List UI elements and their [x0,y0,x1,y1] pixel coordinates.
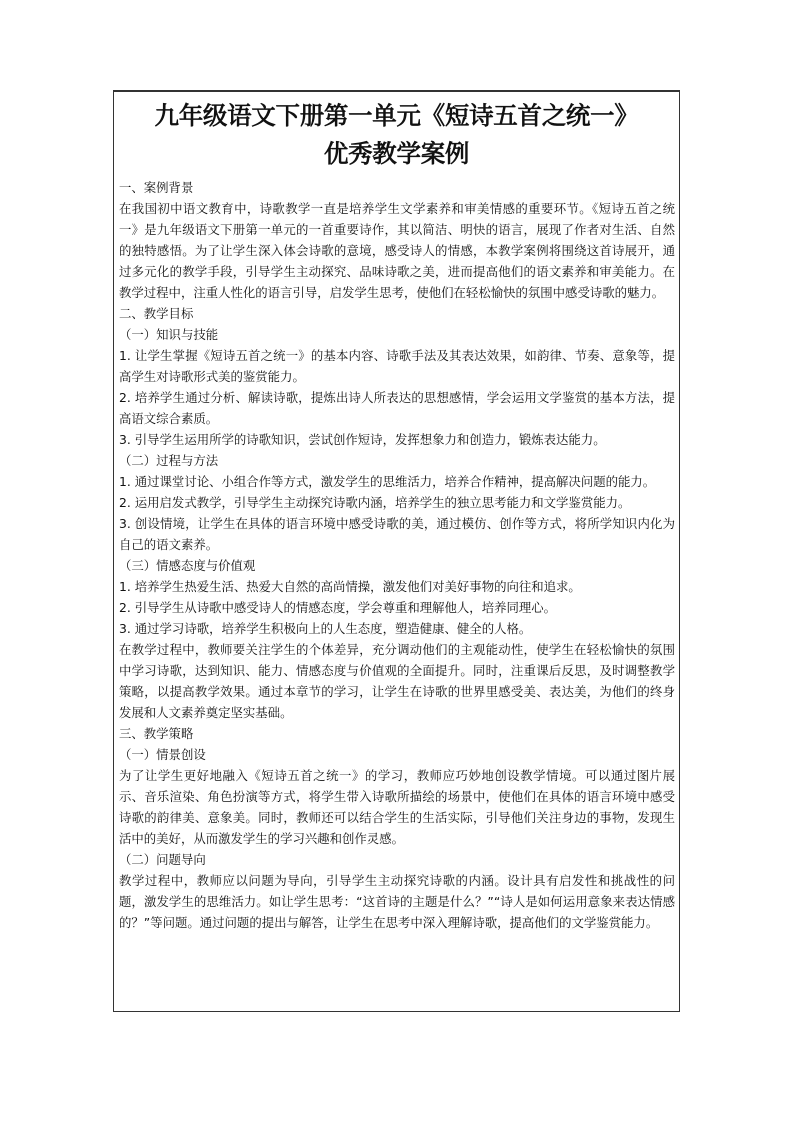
body-paragraph: 在教学过程中，教师要关注学生的个体差异，充分调动他们的主观能动性，使学生在轻松愉快的氛围中学习诗歌，达到知识、能力、情感态度与价值观的全面提升。同时，注重课后反思，及时调整教学策略，以提高教学效果。通过本章节的学习，让学生在诗歌的世界里感受美、表达美，为他们的终身发展和人文素养奠定坚实基础。 [119,642,675,720]
body-paragraph: 教学过程中，教师应以问题为导向，引导学生主动探究诗歌的内涵。设计具有启发性和挑战性的问题，激发学生的思维活力。如让学生思考：“这首诗的主题是什么？”“诗人是如何运用意象来表达情感的？”等问题。通过问题的提出与解答，让学生在思考中深入理解诗歌，提高他们的文学鉴赏能力。 [119,873,675,930]
section-heading: 一、案例背景 [119,180,194,195]
document-body [114,173,679,933]
body-paragraph: 为了让学生更好地融入《短诗五首之统一》的学习，教师应巧妙地创设教学情境。可以通过图片展示、音乐渲染、角色扮演等方式，将学生带入诗歌所描绘的场景中，使他们在具体的语言环境中感受诗歌的韵律美、意象美。同时，教师还可以结合学生的生活实际，引导他们关注身边的事物，发现生活中的美好，从而激发学生的学习兴趣和创作灵感。 [119,768,675,846]
list-item: 2. 培养学生通过分析、解读诗歌，提炼出诗人所表达的思想感情，学会运用文学鉴赏的基本方法，提高语文综合素质。 [119,390,675,426]
body-paragraph: 在我国初中语文教育中，诗歌教学一直是培养学生文学素养和审美情感的重要环节。《短诗五首之统一》是九年级语文下册第一单元的一首重要诗作，其以简洁、明快的语言，展现了作者对生活、自然的独特感悟。为了让学生深入体会诗歌的意境，感受诗人的情感，本教学案例将围绕这首诗展开，通过多元化的教学手段，引导学生主动探究、品味诗歌之美，进而提高他们的语文素养和审美能力。在教学过程中，注重人性化的语言引导，启发学生思考，使他们在轻松愉快的氛围中感受诗歌的魅力。 [119,201,675,300]
list-item: 1. 培养学生热爱生活、热爱大自然的高尚情操，激发他们对美好事物的向往和追求。 [119,579,581,594]
list-item: 3. 创设情境，让学生在具体的语言环境中感受诗歌的美，通过模仿、创作等方式，将所学知识内化为自己的语文素养。 [119,516,675,552]
list-item: 3. 引导学生运用所学的诗歌知识，尝试创作短诗，发挥想象力和创造力，锻炼表达能力。 [119,432,606,447]
subsection-heading: （一）知识与技能 [119,327,219,342]
subsection-heading: （三）情感态度与价值观 [119,558,256,573]
document-title [114,97,679,173]
title-line-1: 九年级语文下册第一单元《短诗五首之统一》 [154,101,639,130]
list-item: 2. 运用启发式教学，引导学生主动探究诗歌内涵，培养学生的独立思考能力和文学鉴赏能力。 [119,495,631,510]
subsection-heading: （一）情景创设 [119,747,206,762]
document-frame [113,90,680,1012]
section-heading: 三、教学策略 [119,726,194,741]
subsection-heading: （二）过程与方法 [119,453,219,468]
title-line-2: 优秀教学案例 [323,139,470,168]
frame-top-border [114,91,679,92]
subsection-heading: （二）问题导向 [119,852,206,867]
list-item: 1. 让学生掌握《短诗五首之统一》的基本内容、诗歌手法及其表达效果，如韵律、节奏、意象等，提高学生对诗歌形式美的鉴赏能力。 [119,348,675,384]
list-item: 2. 引导学生从诗歌中感受诗人的情感态度，学会尊重和理解他人，培养同理心。 [119,600,557,615]
list-item: 1. 通过课堂讨论、小组合作等方式，激发学生的思维活力，培养合作精神，提高解决问题的能力。 [119,474,656,489]
section-heading: 二、教学目标 [119,306,194,321]
list-item: 3. 通过学习诗歌，培养学生积极向上的人生态度，塑造健康、健全的人格。 [119,621,532,636]
